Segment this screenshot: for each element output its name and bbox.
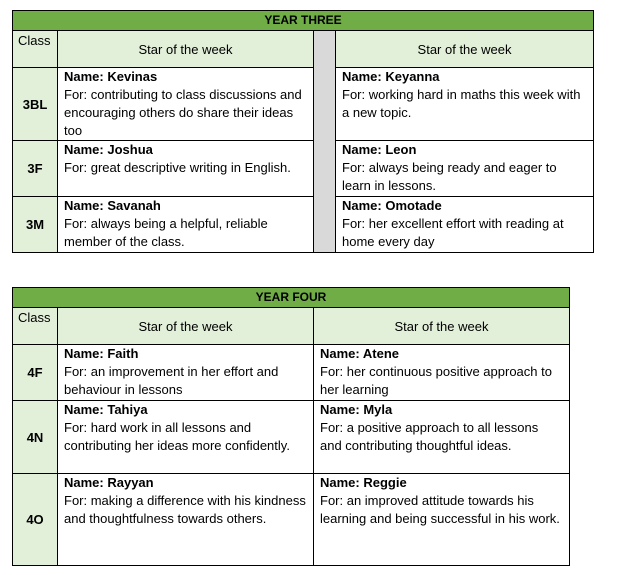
student-name: Name: Reggie xyxy=(320,475,407,490)
student-name: Name: Leon xyxy=(342,142,417,157)
star-entry xyxy=(58,345,314,401)
reason: For: great descriptive writing in English. xyxy=(64,160,291,175)
class-label: 4O xyxy=(13,474,58,566)
star-header-right: Star of the week xyxy=(336,31,594,68)
reason: For: her continuous positive approach to her learning xyxy=(320,364,552,397)
star-entry xyxy=(58,68,314,141)
reason: For: working hard in maths this week with a new topic. xyxy=(342,87,581,120)
reason: For: hard work in all lessons and contributing her ideas more confidently. xyxy=(64,420,290,453)
student-name: Name: Rayyan xyxy=(64,475,154,490)
column-gap xyxy=(314,31,336,253)
year-four-title: YEAR FOUR xyxy=(13,288,570,308)
star-entry xyxy=(336,68,594,141)
student-name: Name: Omotade xyxy=(342,198,442,213)
reason: For: contributing to class discussions and encouraging others do share their ideas too xyxy=(64,87,302,138)
student-name: Name: Faith xyxy=(64,346,139,361)
student-name: Name: Joshua xyxy=(64,142,153,157)
reason: For: her excellent effort with reading at home every day xyxy=(342,216,564,249)
reason: For: always being a helpful, reliable member of the class. xyxy=(64,216,268,249)
star-entry xyxy=(58,401,314,474)
year-three-title: YEAR THREE xyxy=(13,11,594,31)
student-name: Name: Kevinas xyxy=(64,69,158,84)
student-name: Name: Tahiya xyxy=(64,402,148,417)
star-entry xyxy=(58,474,314,566)
class-label: 3M xyxy=(13,197,58,253)
student-name: Name: Keyanna xyxy=(342,69,440,84)
reason: For: always being ready and eager to learn in lessons. xyxy=(342,160,557,193)
class-header: Class xyxy=(13,308,58,345)
class-label: 3F xyxy=(13,141,58,197)
class-label: 4N xyxy=(13,401,58,474)
star-entry xyxy=(314,345,570,401)
class-label: 3BL xyxy=(13,68,58,141)
year-three-table xyxy=(12,10,594,253)
star-entry xyxy=(314,474,570,566)
star-entry xyxy=(336,197,594,253)
star-entry xyxy=(314,401,570,474)
reason: For: an improved attitude towards his learning and being successful in his work. xyxy=(320,493,560,526)
star-header-right: Star of the week xyxy=(314,308,570,345)
reason: For: making a difference with his kindness and thoughtfulness towards others. xyxy=(64,493,306,526)
star-entry xyxy=(58,197,314,253)
class-label: 4F xyxy=(13,345,58,401)
star-header-left: Star of the week xyxy=(58,308,314,345)
star-entry xyxy=(336,141,594,197)
star-header-left: Star of the week xyxy=(58,31,314,68)
reason: For: a positive approach to all lessons and contributing thoughtful ideas. xyxy=(320,420,539,453)
student-name: Name: Savanah xyxy=(64,198,161,213)
student-name: Name: Myla xyxy=(320,402,393,417)
year-four-table xyxy=(12,287,570,566)
reason: For: an improvement in her effort and behaviour in lessons xyxy=(64,364,279,397)
star-entry xyxy=(58,141,314,197)
student-name: Name: Atene xyxy=(320,346,399,361)
class-header: Class xyxy=(13,31,58,68)
